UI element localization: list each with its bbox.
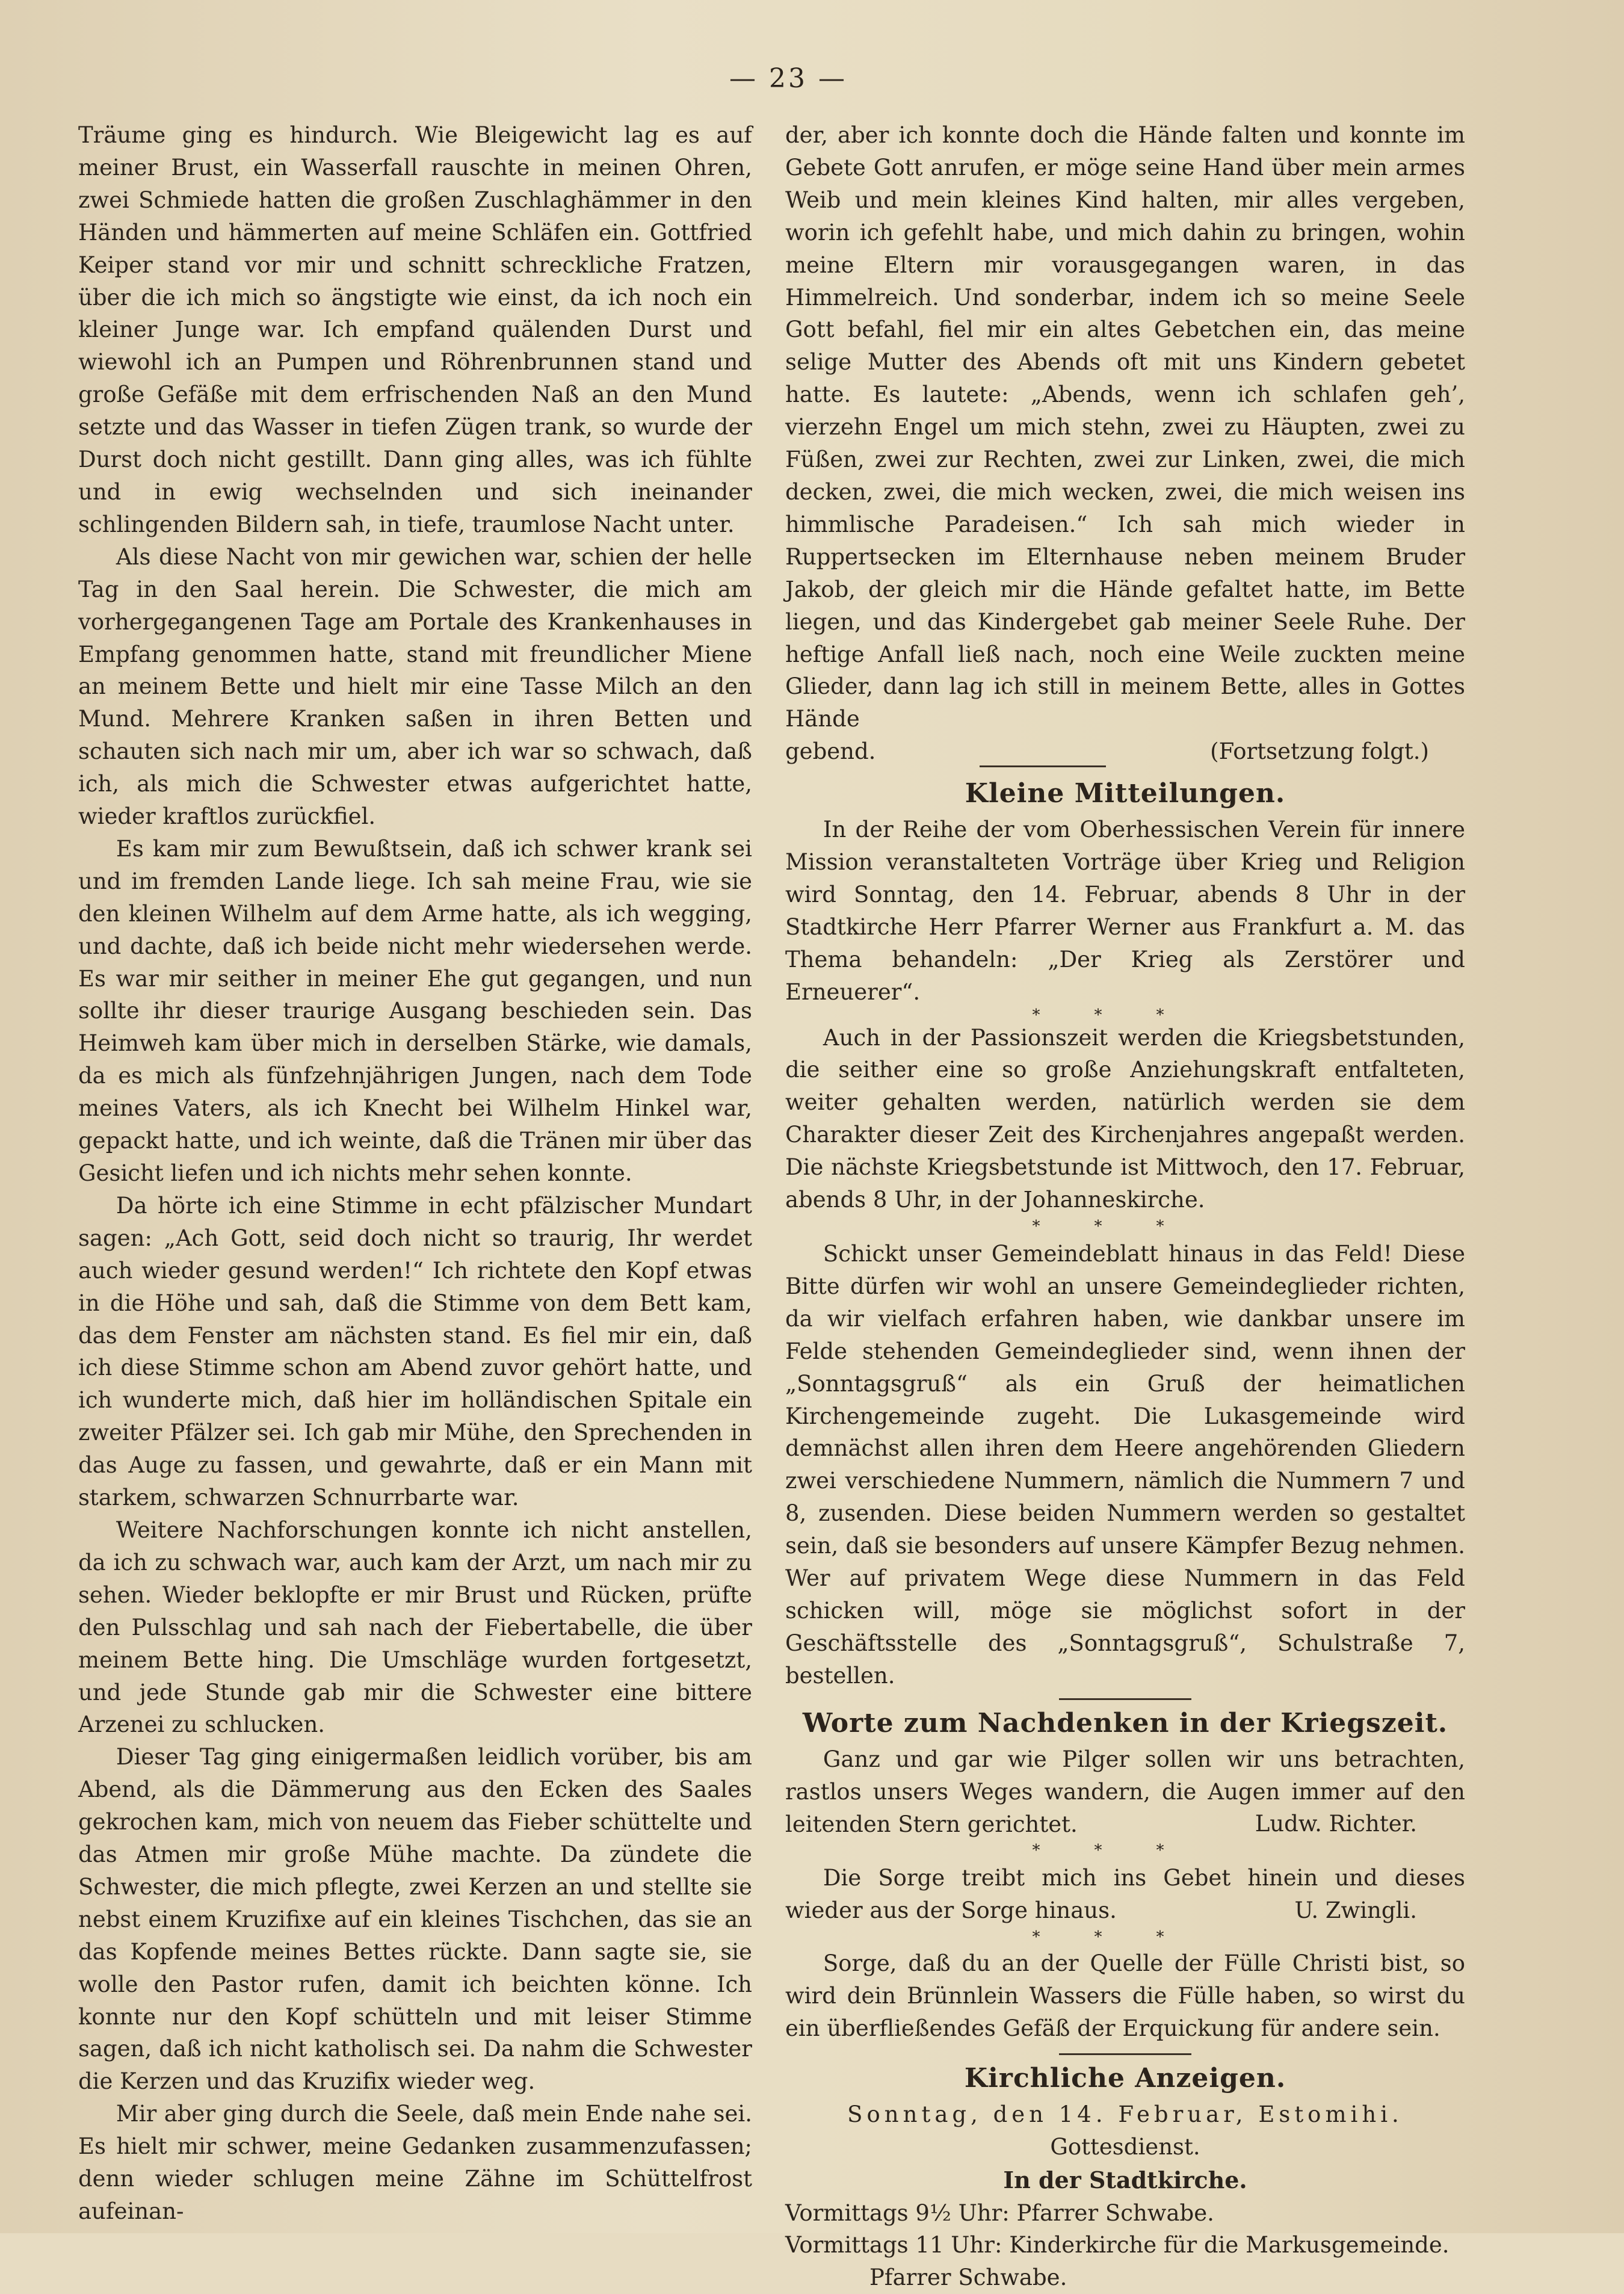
- quote-text: Sorge, daß du an der Quelle der Fülle Christi bist, so wird dein Brünnlein Wassers die Fülle haben, so wirst du ein überfließendes Gefäß der Erquickung für andere sein.: [785, 1950, 1465, 2041]
- right-column: [785, 119, 1465, 2294]
- section-divider: [980, 765, 1106, 768]
- story-paragraph: Träume ging es hindurch. Wie Bleigewicht lag es auf meiner Brust, ein Wasserfall rauschte in meinen Ohren, zwei Schmiede hatten die großen Zuschlaghämmer in den Händen und hämmerten auf meine Schläfen ein. Gottfried Keiper stand vor mir und schnitt schreckliche Fratzen, über die ich mich so ängstigte wie einst, da ich noch ein kleiner Junge war. Ich empfand quälenden Durst und wiewohl ich an Pumpen und Röhrenbrunnen stand und große Gefäße mit dem erfrischenden Naß an den Mund setzte und das Wasser in tiefen Zügen trank, so wurde der Durst doch nicht gestillt. Dann ging alles, was ich fühlte und in ewig wechselnden und sich ineinander schlingenden Bildern sah, in tiefe, traumlose Nacht unter.: [78, 122, 752, 537]
- story-end-row: [785, 735, 1465, 768]
- news-item: Schickt unser Gemeindeblatt hinaus in das Feld! Diese Bitte dürfen wir wohl an unsere Gemeindeglieder richten, da wir vielfach erfahren haben, wie dankbar unsere im Felde stehenden Gemeindeglieder sind, wenn ihnen der „Sonntagsgruß“ als ein Gruß der heimatlichen Kirchengemeinde zugeht. Die Lukasgemeinde wird demnächst allen ihren dem Heere angehörenden Gliedern zwei verschiedene Nummern, nämlich die Nummern 7 und 8, zusenden. Diese beiden Nummern werden so gestaltet sein, daß sie besonders auf unsere Kämpfer Bezug nehmen. Wer auf privatem Wege diese Nummern in das Feld schicken will, möge sie möglichst sofort in der Geschäftsstelle des „Sonntagsgruß“, Schulstraße 7, bestellen.: [785, 1241, 1465, 1689]
- section-divider: [1059, 2053, 1191, 2055]
- left-column: [78, 119, 752, 2228]
- asterism-separator: ***: [1032, 1217, 1218, 1235]
- page-number: — 23 —: [729, 63, 847, 94]
- quote-author: Ludw. Richter.: [1255, 1811, 1417, 1837]
- news-item: In der Reihe der vom Oberhessischen Verein für innere Mission veranstalteten Vorträge über Krieg und Religion wird Sonntag, den 14. Februar, abends 8 Uhr in der Stadtkirche Herr Pfarrer Werner aus Frankfurt a. M. das Thema behandeln: „Der Krieg als Zerstörer und Erneuerer“.: [785, 817, 1465, 1005]
- church-heading: Kirchliche Anzeigen.: [964, 2062, 1286, 2094]
- story-paragraph: Dieser Tag ging einigermaßen leidlich vorüber, bis am Abend, als die Dämmerung aus den Ecken des Saales gekrochen kam, mich von neuem das Fieber schüttelte und das Atmen mir große Mühe machte. Da zündete die Schwester, die mich pflegte, zwei Kerzen an und stellte sie nebst einem Kruzifixe auf ein kleines Tischchen, das sie an das Kopfende meines Bettes rückte. Dann sagte sie, sie wolle den Pastor rufen, damit ich beichten könne. Ich konnte nur den Kopf schütteln und mit leiser Stimme sagen, daß ich nicht katholisch sei. Da nahm die Schwester die Kerzen und das Kruzifix wieder weg.: [78, 1744, 752, 2095]
- story-paragraph: Als diese Nacht von mir gewichen war, schien der helle Tag in den Saal herein. Die Schwester, die mich am vorhergegangenen Tage am Portale des Krankenhauses in Empfang genommen hatte, stand mit freundlicher Miene an meinem Bette und hielt mir eine Tasse Milch an den Mund. Mehrere Kranken saßen in ihren Betten und schauten sich nach mir um, aber ich war so schwach, daß ich, als mich die Schwester etwas aufgerichtet hatte, wieder kraftlos zurückfiel.: [78, 543, 752, 830]
- story-paragraph: Weitere Nachforschungen konnte ich nicht anstellen, da ich zu schwach war, auch kam der Arzt, um nach mir zu sehen. Wieder beklopfte er mir Brust und Rücken, prüfte den Pulsschlag und sah nach der Fiebertabelle, die über meinem Bette hing. Die Umschläge wurden fortgesetzt, und jede Stunde gab mir die Schwester eine bittere Arzenei zu schlucken.: [78, 1516, 752, 1738]
- church-location: In der Stadtkirche.: [1003, 2166, 1247, 2194]
- church-date: Sonntag, den 14. Februar, Estomihi.: [847, 2101, 1403, 2127]
- section-divider: [1059, 1698, 1191, 1700]
- story-paragraph: Es kam mir zum Bewußtsein, daß ich schwer krank sei und im fremden Lande liege. Ich sah meine Frau, wie sie den kleinen Wilhelm auf dem Arme hatte, als ich wegging, und dachte, daß ich beide nicht mehr wiedersehen werde. Es war mir seither in meiner Ehe gut gegangen, und nun sollte ihr dieser traurige Ausgang beschieden sein. Das Heimweh kam über mich in derselben Stärke, wie damals, da es mich als fünfzehnjährigen Jungen, nach dem Tode meines Vaters, als ich Knecht bei Wilhelm Hinkel war, gepackt hatte, und ich weinte, daß die Tränen mir über das Gesicht liefen und ich nichts mehr sehen konnte.: [78, 835, 753, 1186]
- church-entry: Vormittags 9½ Uhr: Pfarrer Schwabe.: [785, 2200, 1214, 2226]
- words-heading: Worte zum Nachdenken in der Kriegszeit.: [802, 1707, 1448, 1739]
- church-entry: Pfarrer Schwabe.: [869, 2265, 1067, 2291]
- church-entry: Vormittags 11 Uhr: Kinderkirche für die Markusgemeinde.: [785, 2232, 1450, 2258]
- continuation-note: (Fortsetzung folgt.): [1210, 738, 1429, 765]
- news-heading: Kleine Mitteilungen.: [965, 778, 1286, 809]
- church-service: Gottesdienst.: [1050, 2133, 1200, 2160]
- asterism-separator: ***: [1032, 1006, 1218, 1024]
- asterism-separator: ***: [1032, 1928, 1218, 1947]
- quote-text: Die Sorge treibt mich ins Gebet hinein und dieses wieder aus der Sorge hinaus.: [785, 1865, 1465, 1924]
- news-item: Auch in der Passionszeit werden die Kriegsbetstunden, die seither eine so große Anziehungskraft entfalteten, weiter gehalten werden, natürlich werden sie dem Charakter dieser Zeit des Kirchenjahres angepaßt werden. Die nächste Kriegsbetstunde ist Mittwoch, den 17. Februar, abends 8 Uhr, in der Johanneskirche.: [785, 1024, 1465, 1213]
- story-paragraph: Da hörte ich eine Stimme in echt pfälzischer Mundart sagen: „Ach Gott, seid doch nicht so traurig, Ihr werdet auch wieder gesund werden!“ Ich richtete den Kopf etwas in die Höhe und sah, daß die Stimme von dem Bett kam, das dem Fenster am nächsten stand. Es fiel mir ein, daß ich diese Stimme schon am Abend zuvor gehört hatte, und ich wunderte mich, daß hier im holländischen Spitale ein zweiter Pfälzer sei. Ich gab mir Mühe, den Sprechenden in das Auge zu fassen, und gewahrte, daß er ein Mann mit starkem, schwarzen Schnurrbarte war.: [78, 1192, 752, 1511]
- asterism-separator: ***: [1032, 1841, 1218, 1860]
- story-paragraph: Mir aber ging durch die Seele, daß mein Ende nahe sei. Es hielt mir schwer, meine Gedanken zusammenzufassen; denn wieder schlugen meine Zähne im Schüttelfrost aufeinan-: [78, 2101, 752, 2224]
- quote-author: U. Zwingli.: [1294, 1897, 1417, 1924]
- story-continuation: der, aber ich konnte doch die Hände falten und konnte im Gebete Gott anrufen, er möge seine Hand über mein armes Weib und mein kleines Kind halten, mir alles vergeben, worin ich gefehlt habe, und mich dahin zu bringen, wohin meine Eltern mir vorausgegangen waren, in das Himmelreich. Und sonderbar, indem ich so meine Seele Gott befahl, fiel mir ein altes Gebetchen ein, das meine selige Mutter des Abends oft mit uns Kindern gebetet hatte. Es lautete: „Abends, wenn ich schlafen geh’, vierzehn Engel um mich stehn, zwei zu Häupten, zwei zu Füßen, zwei zur Rechten, zwei zur Linken, zwei, die mich decken, zwei, die mich wecken, zwei, die mich weisen ins himmlische Paradeisen.“ Ich sah mich wieder in Ruppertsecken im Elternhause neben meinem Bruder Jakob, der gleich mir die Hände gefaltet hatte, im Bette liegen, und das Kindergebet gab meiner Seele Ruhe. Der heftige Anfall ließ nach, noch eine Weile zuckten meine Glieder, dann lag ich still in meinem Bette, alles in Gottes Hände: [785, 122, 1465, 732]
- quote-text: Ganz und gar wie Pilger sollen wir uns betrachten, rastlos unsers Weges wandern, die Augen immer auf den leitenden Stern gerichtet.: [785, 1746, 1465, 1837]
- story-last-word: gebend.: [785, 738, 876, 765]
